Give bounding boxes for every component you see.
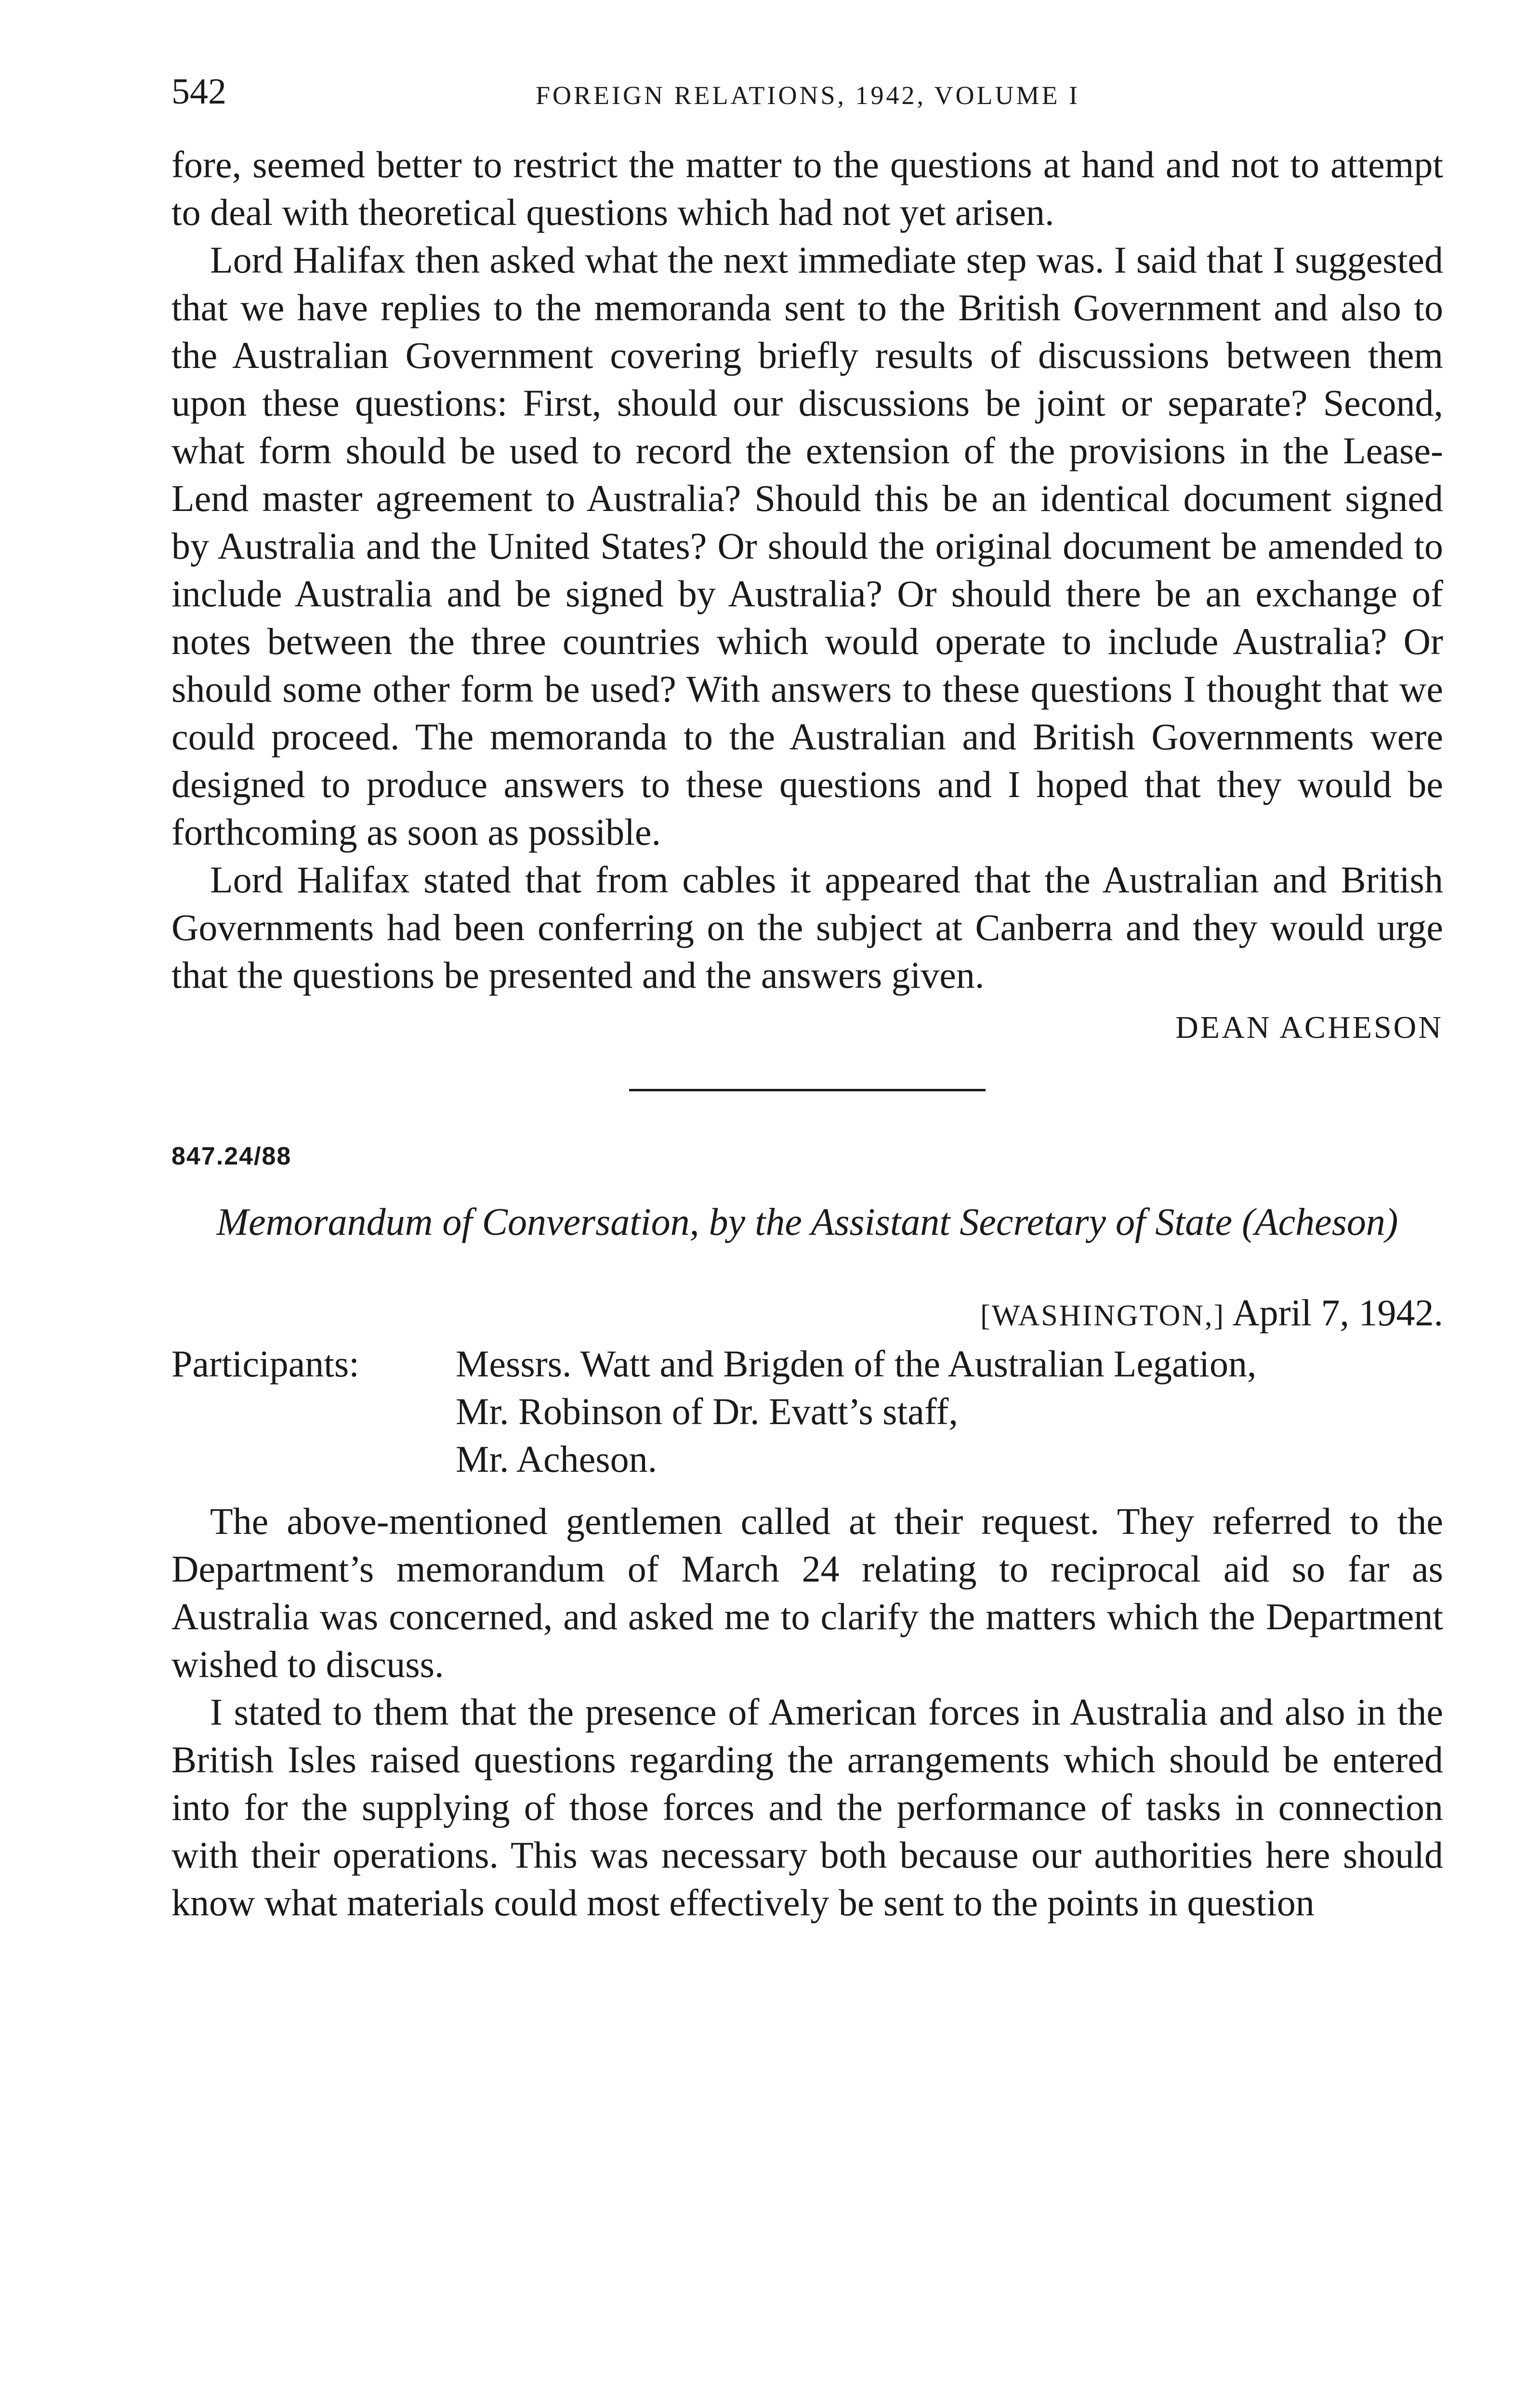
- participant-item: Mr. Acheson.: [456, 1438, 658, 1480]
- dateline: [171, 1289, 1443, 1340]
- paragraph-gentlemen-called: The above-mentioned gentlemen called at their request. They referred to the Department’s memorandum of March 24 relating to reciprocal aid so far as Australia was concerned, and asked me to clarify the matters which the Department wished to discuss.: [171, 1500, 1443, 1685]
- page-number: 542: [171, 71, 226, 112]
- section-divider: [629, 1089, 986, 1091]
- body-text: [171, 141, 1443, 1926]
- participants-label: Participants:: [171, 1343, 359, 1385]
- participants-list: [456, 1340, 1256, 1483]
- running-head: FOREIGN RELATIONS, 1942, VOLUME I: [536, 81, 1080, 110]
- paragraph-continuation: fore, seemed better to restrict the matter to the questions at hand and not to attempt to deal with theoretical questions which had not yet arisen.: [171, 144, 1443, 233]
- document-title: Memorandum of Conversation, by the Assistant Secretary of State (Acheson): [216, 1201, 1398, 1243]
- paragraph-halifax-cables: Lord Halifax stated that from cables it appeared that the Australian and British Governments had been conferring on the subject at Canberra and they would urge that the questions be presented and the answers given.: [171, 859, 1443, 996]
- page-header: [171, 67, 1444, 116]
- participants: [171, 1340, 1443, 1483]
- paragraph-next-step: Lord Halifax then asked what the next immediate step was. I said that I suggested that we have replies to the memoranda sent to the British Government and also to the Australian Government covering briefly results of discussions between them upon these questions: First, should our discussions be joint or separate? Second, what form should be used to record the extension of the provisions in the Lease-Lend master agreement to Australia? Should this be an identical document signed by Australia and the United States? Or should the original document be amended to include Australia and be signed by Australia? Or should there be an exchange of notes between the three countries which would operate to include Australia? Or should some other form be used? With answers to these questions I thought that we could proceed. The memoranda to the Australian and British Governments were designed to produce answers to these questions and I hoped that they would be forthcoming as soon as possible.: [171, 239, 1443, 853]
- paragraph-american-forces: I stated to them that the presence of American forces in Australia and also in the British Isles raised questions regarding the arrangements which should be entered into for the supplying of those forces and the performance of tasks in connection with their operations. This was necessary both because our authorities here should know what materials could most effectively be sent to the points in question: [171, 1691, 1443, 1924]
- participant-item: Messrs. Watt and Brigden of the Australian Legation,: [456, 1343, 1257, 1385]
- dateline-place: [WASHINGTON,]: [980, 1299, 1225, 1332]
- dateline-date: April 7, 1942.: [1232, 1292, 1443, 1334]
- file-number: 847.24/88: [171, 1142, 292, 1170]
- signature: DEAN ACHESON: [1175, 1010, 1443, 1045]
- participant-item: Mr. Robinson of Dr. Evatt’s staff,: [456, 1390, 958, 1432]
